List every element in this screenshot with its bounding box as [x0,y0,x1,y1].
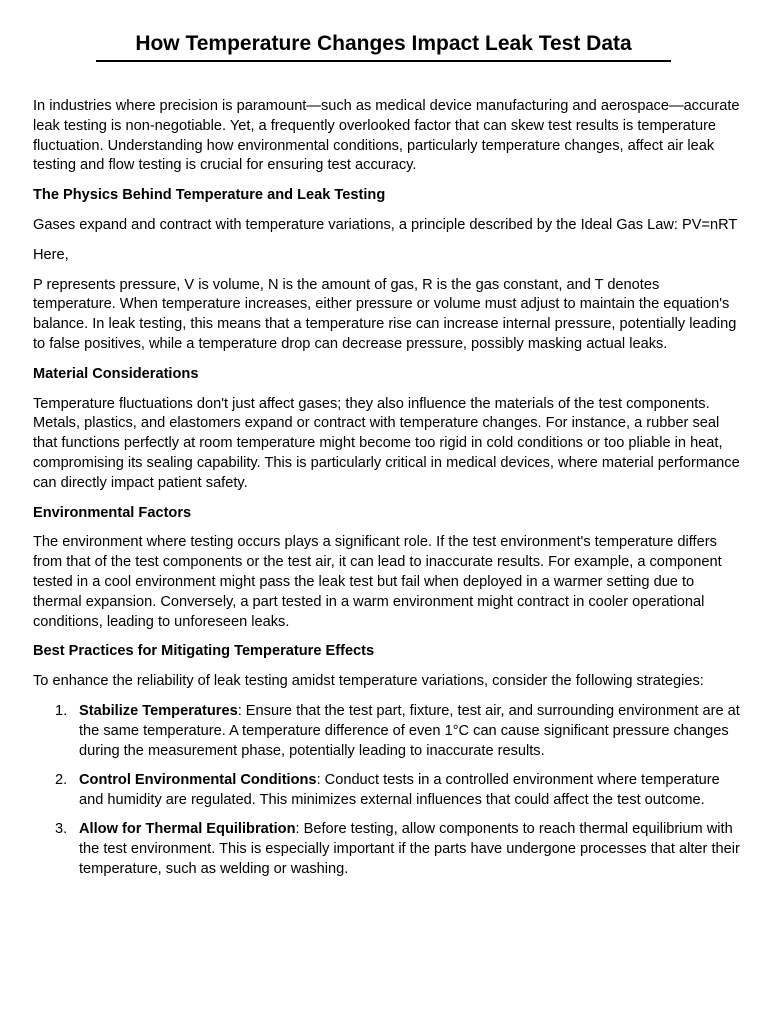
list-item-text: : Before testing, allow components to reach thermal equilibrium with the test environment. This is especially important if the parts have undergone processes that alter their temperature, such as welding or washing. [79,820,740,877]
section-heading-physics: The Physics Behind Temperature and Leak Testing [33,187,386,204]
list-item-term: Allow for Thermal Equilibration [79,820,296,837]
section-heading-material: Material Considerations [33,365,199,382]
environment-paragraph: The environment where testing occurs plays a significant role. If the test environment's temperature differs from that of the test components or the test air, it can lead to inaccurate results. For example, a component tested in a cool environment might pass the leak test but fail when deployed in a warmer setting due to thermal expansion. Conversely, a part tested in a warm environment might contract in cooler operational conditions, leading to unforeseen leaks. [33,534,722,630]
list-item-term: Control Environmental Conditions [79,771,317,788]
list-item [33,820,743,879]
intro-paragraph: In industries where precision is paramount—such as medical device manufacturing and aerospace—accurate leak testing is non-negotiable. Yet, a frequently overlooked factor that can skew test results is temperature fluctuation. Understanding how environmental conditions, particularly temperature changes, affect air leak testing and flow testing is crucial for ensuring test accuracy. [33,98,740,174]
physics-paragraph-1: Gases expand and contract with temperature variations, a principle described by the Ideal Gas Law: PV=nRT [33,216,738,233]
section-heading-practices: Best Practices for Mitigating Temperature Effects [33,643,375,660]
practices-list [33,702,743,879]
list-item-number: 1. [55,702,68,719]
list-item-text: : Conduct tests in a controlled environment where temperature and humidity are regulated. This minimizes external influences that could affect the test outcome. [79,771,720,808]
material-paragraph: Temperature fluctuations don't just affect gases; they also influence the materials of the test components. Metals, plastics, and elastomers expand or contract with temperature changes. For instance, a rubber seal that functions perfectly at room temperature might become too rigid in cold conditions or too pliable in heat, compromising its sealing capability. This is particularly critical in medical devices, where material performance can directly impact patient safety. [33,395,740,491]
physics-paragraph-2: Here, [33,246,69,263]
list-item-number: 3. [55,820,68,837]
list-item [33,771,743,811]
section-heading-environment: Environmental Factors [33,504,192,521]
list-item-term: Stabilize Temperatures [79,702,238,719]
list-item [33,702,743,761]
list-item-text: : Ensure that the test part, fixture, test air, and surrounding environment are at the same temperature. A temperature difference of even 1°C can cause significant pressure changes during the measurement phase, potentially leading to inaccurate results. [79,702,740,759]
article-body [33,97,743,889]
practices-intro: To enhance the reliability of leak testing amidst temperature variations, consider the following strategies: [33,673,704,690]
list-item-number: 2. [55,771,68,788]
physics-paragraph-3: P represents pressure, V is volume, N is the amount of gas, R is the gas constant, and T denotes temperature. When temperature increases, either pressure or volume must adjust to maintain the equation's balance. In leak testing, this means that a temperature rise can increase internal pressure, potentially leading to false positives, while a temperature drop can decrease pressure, possibly masking actual leaks. [33,276,737,352]
page-title: How Temperature Changes Impact Leak Test Data [96,30,671,62]
